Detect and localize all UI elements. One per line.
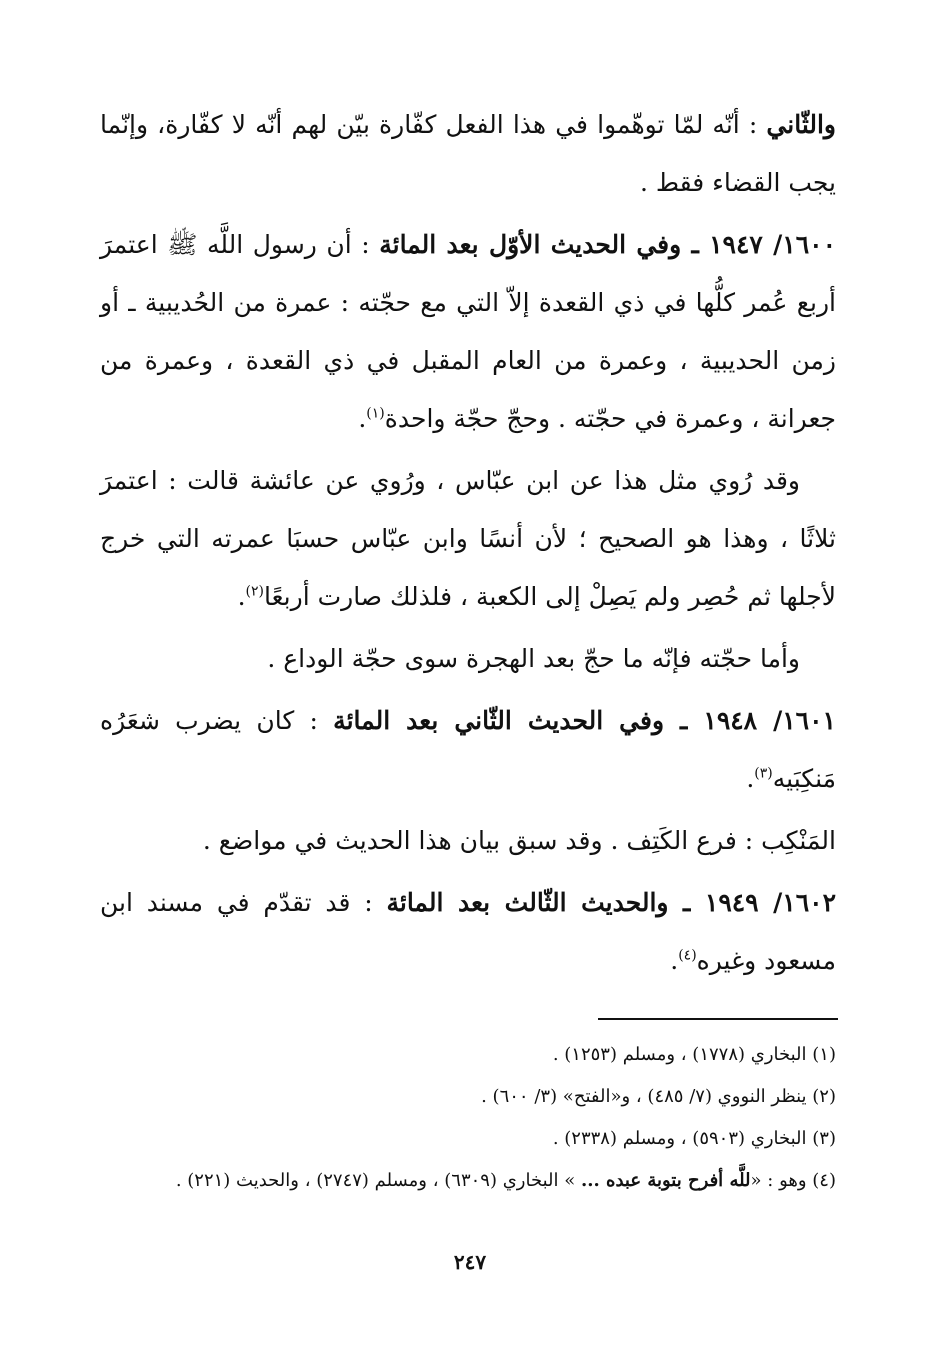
paragraph-text: المَنْكِب : فرع الكَتِف . وقد سبق بيان هذا الحديث في مواضع . xyxy=(202,826,836,855)
paragraph-text: : أنّه لمّا توهّموا في هذا الفعل كفّارة بيّن لهم أنّه لا كفّارة، وإنّما يجب القضاء فقط . xyxy=(100,110,836,197)
paragraph-text: وأما حجّته فإنّه ما حجّ بعد الهجرة سوى حجّة الوداع . xyxy=(267,644,800,673)
footnote-divider-wrap xyxy=(100,990,838,1034)
hadith-heading: ١٦٠١/ ١٩٤٨ ـ وفي الحديث الثّاني بعد المائة xyxy=(333,706,836,735)
period: . xyxy=(746,764,755,793)
footnotes xyxy=(100,1034,836,1202)
period: . xyxy=(670,946,679,975)
hadith-1601 xyxy=(100,692,836,808)
footnote-ref[interactable]: (٢) xyxy=(245,583,264,600)
footnote-ref[interactable]: (١) xyxy=(366,405,385,422)
footnote-ref[interactable]: (٣) xyxy=(754,765,773,782)
footnote-4 xyxy=(100,1160,836,1202)
paragraph-text: : قد تقدّم في مسند ابن مسعود وغيره xyxy=(100,888,836,975)
page-number: ٢٤٧ xyxy=(453,1250,487,1274)
footnote-quote: للَّه أفرح بتوبة عبده ... xyxy=(580,1170,751,1191)
paragraph-6 xyxy=(100,812,836,870)
footnote-1: (١) البخاري (١٧٧٨) ، ومسلم (١٢٥٣) . xyxy=(552,1044,836,1065)
hadith-1600 xyxy=(100,216,836,448)
footnote-divider xyxy=(598,1018,838,1020)
hadith-heading: ١٦٠٢/ ١٩٤٩ ـ والحديث الثّالث بعد المائة xyxy=(386,888,836,917)
footnote-text: (٤) وهو : « xyxy=(750,1170,836,1191)
footnote-2: (٢) ينظر النووي (٧/ ٤٨٥) ، و«الفتح» (٣/ ٦٠٠) . xyxy=(481,1086,836,1107)
paragraph-text: : أن رسول اللَّه ﷺ اعتمرَ أربع عُمر كلُّها في ذي القعدة إلاّ التي مع حجّته : عمرة من الحُديبية ـ أو زمن الحديبية ، وعمرة من العام المقبل في ذي القعدة ، وعمرة من جعرانة ، وعمرة في حجّته . وحجّ حجّة واحدة xyxy=(100,230,836,433)
paragraph-3 xyxy=(100,452,836,626)
paragraph-1 xyxy=(100,96,836,212)
footnote-ref[interactable]: (٤) xyxy=(678,947,697,964)
period: . xyxy=(237,582,246,611)
paragraph-lead: والثّاني xyxy=(766,110,836,139)
paragraph-4 xyxy=(100,630,836,688)
period: . xyxy=(358,404,367,433)
paragraph-text: : كان يضرب شعَرُه مَنكِبَيه xyxy=(100,706,836,793)
hadith-1602 xyxy=(100,874,836,990)
main-text xyxy=(100,96,836,990)
footnote-3: (٣) البخاري (٥٩٠٣) ، ومسلم (٢٣٣٨) . xyxy=(552,1128,836,1149)
footnote-text: » البخاري (٦٣٠٩) ، ومسلم (٢٧٤٧) ، والحديث (٢٢١) . xyxy=(175,1170,581,1191)
paragraph-text: وقد رُوي مثل هذا عن ابن عبّاس ، ورُوي عن عائشة قالت : اعتمرَ ثلاثًا ، وهذا هو الصحيح ؛ لأن أنسًا وابن عبّاس حسبَا عمرته التي خرج لأجلها ثم حُصِر ولم يَصِلْ إلى الكعبة ، فلذلك صارت أربعًا xyxy=(100,466,836,611)
hadith-heading: ١٦٠٠/ ١٩٤٧ ـ وفي الحديث الأوّل بعد المائة xyxy=(379,230,836,259)
